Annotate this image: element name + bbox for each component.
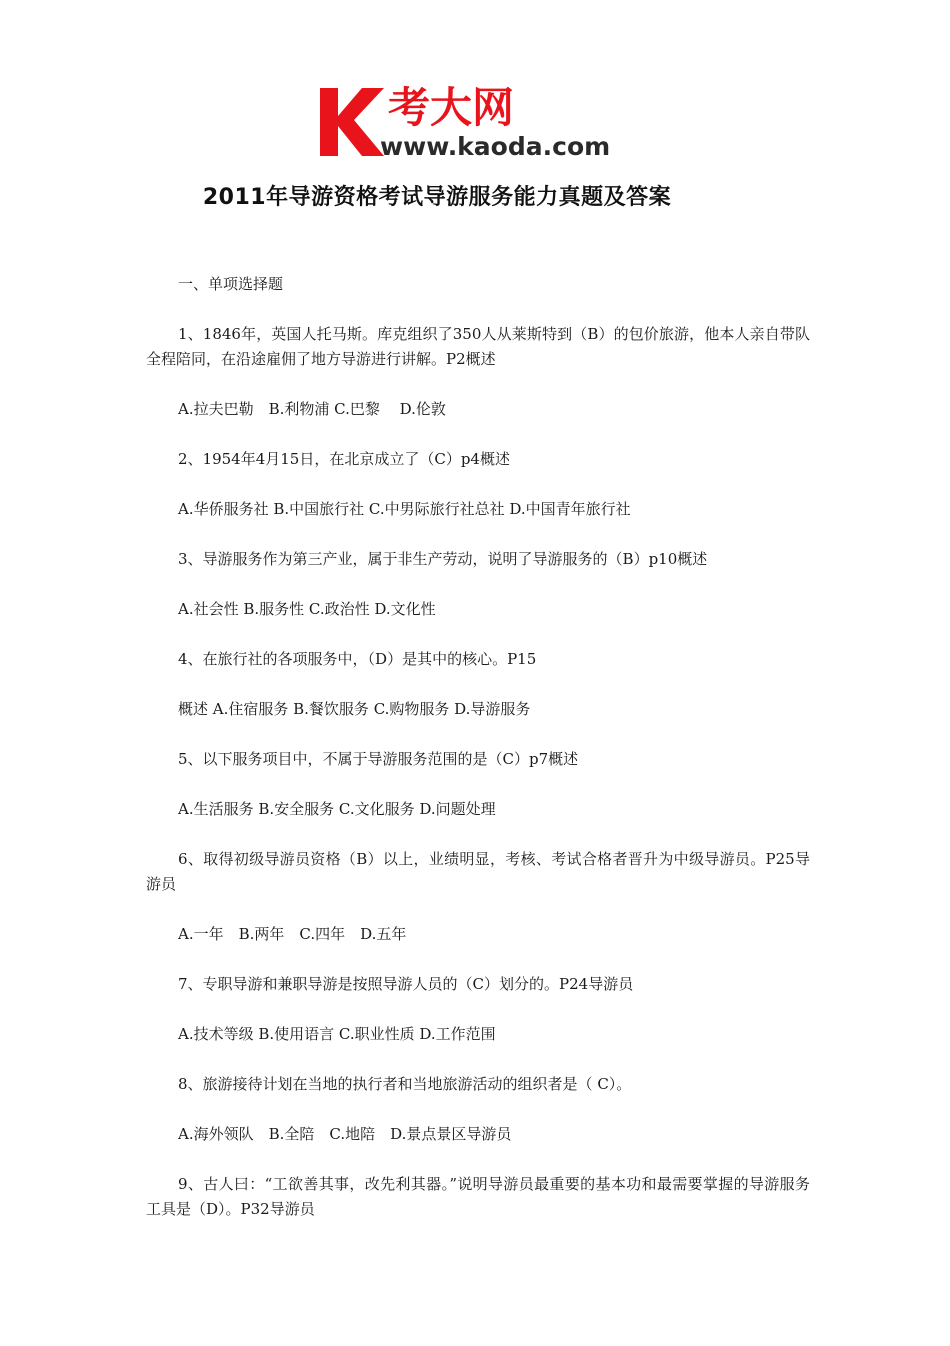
question-6-stem: 6、取得初级导游员资格（B）以上，业绩明显，考核、考试合格者晋升为中级导游员。P25导游员 <box>146 850 810 893</box>
kaoda-logo <box>318 80 638 162</box>
question-5-stem: 5、以下服务项目中，不属于导游服务范围的是（C）p7概述 <box>178 750 579 768</box>
question-3-options: A.社会性 B.服务性 C.政治性 D.文化性 <box>178 600 436 618</box>
logo-site-url: www.kaoda.com <box>380 132 611 161</box>
document-body <box>146 272 810 1247</box>
question-1-stem: 1、1846年，英国人托马斯。库克组织了350人从莱斯特到（B）的包价旅游，他本人亲自带队全程陪同，在沿途雇佣了地方导游进行讲解。P2概述 <box>146 325 810 368</box>
logo-k-mark <box>320 88 384 156</box>
question-5-options: A.生活服务 B.安全服务 C.文化服务 D.问题处理 <box>178 800 496 818</box>
question-8-stem: 8、旅游接待计划在当地的执行者和当地旅游活动的组织者是（ C）。 <box>178 1075 632 1093</box>
question-7-stem: 7、专职导游和兼职导游是按照导游人员的（C）划分的。P24导游员 <box>178 975 634 993</box>
question-4-options: 概述 A.住宿服务 B.餐饮服务 C.购物服务 D.导游服务 <box>178 700 531 718</box>
section-heading: 一、单项选择题 <box>178 275 284 293</box>
question-8-options: A.海外领队 B.全陪 C.地陪 D.景点景区导游员 <box>178 1125 512 1143</box>
question-6-options: A.一年 B.两年 C.四年 D.五年 <box>178 925 407 943</box>
logo-cn-name: 考大网 <box>388 83 515 132</box>
question-3-stem: 3、导游服务作为第三产业，属于非生产劳动，说明了导游服务的（B）p10概述 <box>178 550 708 568</box>
question-7-options: A.技术等级 B.使用语言 C.职业性质 D.工作范围 <box>178 1025 496 1043</box>
question-2-stem: 2、1954年4月15日，在北京成立了（C）p4概述 <box>178 450 510 468</box>
question-2-options: A.华侨服务社 B.中国旅行社 C.中男际旅行社总社 D.中国青年旅行社 <box>178 500 631 518</box>
question-1-options: A.拉夫巴勒 B.利物浦 C.巴黎 D.伦敦 <box>178 400 446 418</box>
question-9-stem: 9、古人曰：“工欲善其事，改先利其器。”说明导游员最重要的基本功和最需要掌握的导游服务工具是（D）。P32导游员 <box>146 1175 810 1218</box>
question-4-stem: 4、在旅行社的各项服务中，（D）是其中的核心。P15 <box>178 650 537 668</box>
document-title: 2011年导游资格考试导游服务能力真题及答案 <box>202 185 672 210</box>
